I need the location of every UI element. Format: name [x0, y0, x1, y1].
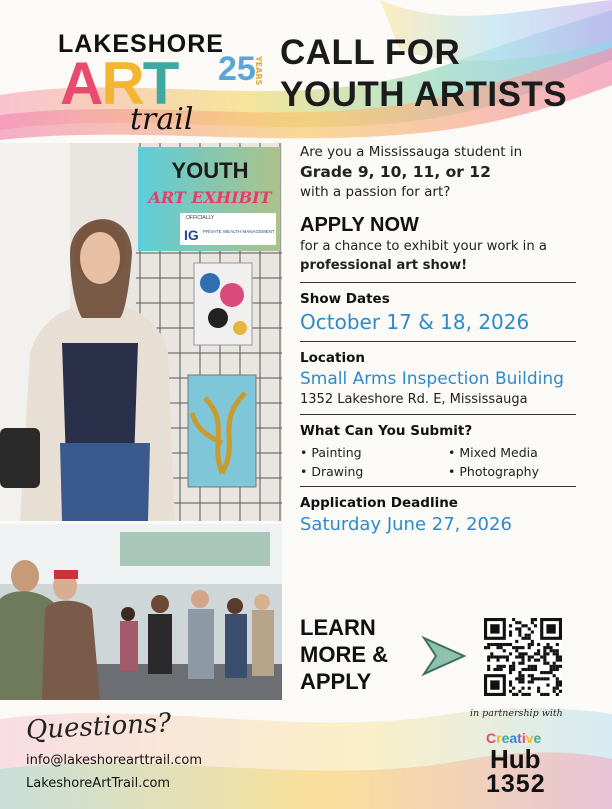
qr-module [496, 655, 499, 658]
qr-module [556, 643, 559, 646]
qr-module [496, 643, 499, 646]
qr-module [556, 684, 559, 687]
qr-module [540, 693, 543, 696]
logo-art-letter: A [60, 50, 102, 117]
logo-art-letter: T [142, 50, 178, 117]
qr-module [534, 668, 537, 671]
qr-module [559, 665, 562, 668]
contact-email[interactable]: info@lakeshorearttrail.com [26, 753, 202, 768]
hub-creative-letter: v [525, 730, 534, 746]
qr-module [525, 634, 528, 637]
qr-module [553, 652, 556, 655]
logo-years: YEARS [254, 56, 263, 86]
qr-module [506, 659, 509, 662]
qr-module [496, 659, 499, 662]
submit-title: What Can You Submit? [300, 423, 473, 439]
logo-wordmark: LAKESHORE [58, 30, 224, 58]
qr-module [512, 665, 515, 668]
qr-module [534, 677, 537, 680]
qr-module [531, 640, 534, 643]
qr-module [556, 687, 559, 690]
qr-module [537, 677, 540, 680]
photo-art-show-crowd-illustration [0, 524, 282, 700]
qr-module [559, 655, 562, 658]
qr-module [521, 659, 524, 662]
qr-module [515, 655, 518, 658]
intro-line-3: with a passion for art? [300, 184, 451, 200]
qr-module [553, 690, 556, 693]
show-dates-value: October 17 & 18, 2026 [300, 310, 530, 334]
qr-module [525, 624, 528, 627]
intro-grades: Grade 9, 10, 11, or 12 [300, 163, 491, 181]
qr-module [509, 630, 512, 633]
qr-module [515, 621, 518, 624]
qr-module [500, 668, 503, 671]
learn-line-1: LEARN [300, 615, 376, 640]
qr-module [496, 668, 499, 671]
qr-module [534, 665, 537, 668]
qr-module [521, 624, 524, 627]
qr-module [518, 680, 521, 683]
photo-youth-artist-illustration [0, 143, 282, 521]
qr-module [518, 652, 521, 655]
qr-module [518, 677, 521, 680]
qr-module [518, 627, 521, 630]
qr-module [543, 659, 546, 662]
qr-module [556, 655, 559, 658]
qr-module [528, 659, 531, 662]
content-column [300, 143, 580, 535]
qr-module [515, 640, 518, 643]
qr-module [487, 655, 490, 658]
qr-module [553, 662, 556, 665]
hub-creative-letter: e [533, 730, 542, 746]
qr-module [506, 655, 509, 658]
chevron-right-icon [420, 634, 468, 678]
qr-module [496, 665, 499, 668]
qr-module [531, 643, 534, 646]
qr-module [559, 659, 562, 662]
qr-module [528, 655, 531, 658]
qr-module [500, 643, 503, 646]
qr-module [490, 652, 493, 655]
qr-module [543, 655, 546, 658]
qr-module [531, 630, 534, 633]
divider [300, 341, 576, 342]
qr-module [543, 652, 546, 655]
qr-module [525, 668, 528, 671]
qr-module [540, 655, 543, 658]
lakeshore-art-trail-logo [58, 30, 268, 137]
qr-module [531, 618, 534, 621]
headline-line-1: CALL FOR [280, 33, 461, 72]
qr-module [484, 646, 487, 649]
qr-module [543, 671, 546, 674]
submit-item: • Mixed Media [448, 445, 578, 460]
logo-anniversary: 25 [218, 50, 256, 88]
qr-module [521, 687, 524, 690]
intro-line-1: Are you a Mississauga student in [300, 144, 523, 160]
qr-module [515, 677, 518, 680]
qr-module [487, 643, 490, 646]
qr-module [550, 649, 553, 652]
qr-module [528, 674, 531, 677]
qr-module [487, 665, 490, 668]
submit-item: • Painting [300, 445, 448, 460]
sign-youth-text: YOUTH [171, 158, 249, 183]
qr-module [528, 643, 531, 646]
qr-module [506, 643, 509, 646]
qr-module [550, 646, 553, 649]
qr-module [556, 693, 559, 696]
headline [280, 32, 567, 116]
qr-module [559, 690, 562, 693]
qr-module [512, 693, 515, 696]
qr-module [553, 665, 556, 668]
qr-module [543, 677, 546, 680]
divider [300, 414, 576, 415]
hub-creative-letter: a [509, 730, 518, 746]
qr-module [521, 662, 524, 665]
qr-module [521, 655, 524, 658]
qr-module [528, 665, 531, 668]
qr-module [521, 668, 524, 671]
qr-module [509, 680, 512, 683]
qr-module [500, 665, 503, 668]
partnership-text: in partnership with [470, 708, 563, 719]
divider [300, 282, 576, 283]
qr-module [518, 674, 521, 677]
qr-module [521, 652, 524, 655]
qr-module [556, 649, 559, 652]
qr-module [521, 674, 524, 677]
qr-module [528, 668, 531, 671]
qr-module [531, 665, 534, 668]
qr-module [493, 655, 496, 658]
qr-module [556, 668, 559, 671]
questions-heading: Questions? [25, 708, 172, 746]
hub-creative-letter: C [486, 730, 497, 746]
hub-word: Hub [490, 744, 541, 774]
qr-module [521, 677, 524, 680]
qr-module [534, 624, 537, 627]
qr-module [531, 668, 534, 671]
qr-module [537, 652, 540, 655]
photo-youth-artist [0, 143, 282, 521]
qr-module [509, 652, 512, 655]
qr-module [487, 659, 490, 662]
photo-art-show-crowd [0, 524, 282, 700]
qr-module [553, 674, 556, 677]
qr-module [525, 652, 528, 655]
qr-module [556, 665, 559, 668]
location-title: Location [300, 350, 365, 366]
qr-module [559, 684, 562, 687]
hub-creative-letter: e [501, 730, 510, 746]
qr-module [521, 646, 524, 649]
qr-module [509, 684, 512, 687]
qr-module [490, 655, 493, 658]
qr-module [515, 627, 518, 630]
qr-module [534, 618, 537, 621]
qr-module [553, 668, 556, 671]
qr-module [537, 687, 540, 690]
qr-module [509, 671, 512, 674]
qr-module [543, 662, 546, 665]
qr-module [528, 680, 531, 683]
qr-module [537, 643, 540, 646]
qr-code-icon[interactable] [484, 618, 562, 696]
qr-module [500, 655, 503, 658]
qr-module [528, 637, 531, 640]
qr-finder [490, 680, 499, 689]
apply-sub-line-1: for a chance to exhibit your work in a [300, 239, 547, 254]
intro-text [300, 143, 580, 202]
qr-module [487, 668, 490, 671]
qr-module [556, 659, 559, 662]
location-address: 1352 Lakeshore Rd. E, Mississauga [300, 392, 528, 407]
qr-module [518, 655, 521, 658]
qr-module [537, 659, 540, 662]
hub-creative-letter: i [521, 730, 526, 746]
qr-module [546, 643, 549, 646]
qr-module [546, 684, 549, 687]
logo-trail: trail [130, 102, 194, 137]
hub-number: 1352 [486, 770, 546, 798]
qr-module [546, 652, 549, 655]
qr-module [487, 646, 490, 649]
qr-module [546, 693, 549, 696]
apply-sub-line-2: professional art show! [300, 258, 468, 273]
qr-module [559, 680, 562, 683]
qr-module [534, 652, 537, 655]
submit-item: • Photography [448, 464, 578, 479]
qr-module [503, 665, 506, 668]
qr-module [528, 634, 531, 637]
sign-art-exhibit-text: ART EXHIBIT [148, 188, 272, 207]
qr-module [518, 662, 521, 665]
qr-module [493, 643, 496, 646]
qr-module [528, 646, 531, 649]
qr-module [528, 687, 531, 690]
sign-sponsor-name: PRIVATE WEALTH MANAGEMENT [203, 229, 275, 234]
qr-module [509, 668, 512, 671]
qr-module [515, 646, 518, 649]
qr-module [521, 637, 524, 640]
qr-module [553, 687, 556, 690]
qr-module [521, 680, 524, 683]
deadline-value: Saturday June 27, 2026 [300, 514, 512, 535]
qr-module [546, 677, 549, 680]
qr-module [518, 634, 521, 637]
hub-creative-letter: t [517, 730, 522, 746]
apply-now-title: APPLY NOW [300, 214, 419, 236]
qr-module [531, 655, 534, 658]
apply-subtext [300, 237, 580, 275]
qr-module [518, 646, 521, 649]
qr-module [531, 677, 534, 680]
qr-module [512, 687, 515, 690]
qr-module [537, 690, 540, 693]
qr-module [543, 693, 546, 696]
qr-module [503, 655, 506, 658]
qr-module [540, 677, 543, 680]
qr-module [553, 649, 556, 652]
qr-module [512, 618, 515, 621]
qr-module [534, 659, 537, 662]
qr-module [550, 671, 553, 674]
hub-creative-letter: r [496, 730, 502, 746]
qr-module [512, 662, 515, 665]
qr-module [550, 665, 553, 668]
deadline-title: Application Deadline [300, 495, 458, 511]
qr-module [515, 649, 518, 652]
qr-module [509, 690, 512, 693]
qr-module [493, 668, 496, 671]
qr-module [503, 643, 506, 646]
qr-module [550, 668, 553, 671]
qr-module [556, 680, 559, 683]
qr-module [518, 630, 521, 633]
qr-module [509, 643, 512, 646]
qr-module [521, 693, 524, 696]
qr-module [543, 649, 546, 652]
sign-sponsor-ig: IG [184, 227, 199, 243]
qr-module [531, 674, 534, 677]
divider [300, 486, 576, 487]
qr-module [531, 621, 534, 624]
qr-module [528, 693, 531, 696]
qr-module [512, 668, 515, 671]
qr-module [500, 646, 503, 649]
qr-module [528, 627, 531, 630]
qr-module [518, 690, 521, 693]
qr-module [503, 649, 506, 652]
qr-module [537, 649, 540, 652]
qr-module [512, 646, 515, 649]
qr-module [525, 637, 528, 640]
qr-module [490, 643, 493, 646]
website-link[interactable]: LakeshoreArtTrail.com [26, 776, 171, 791]
qr-module [540, 671, 543, 674]
qr-finder [546, 624, 555, 633]
sign-sponsor-tag: OFFICIALLY [186, 215, 215, 221]
qr-module [518, 621, 521, 624]
learn-line-3: APPLY [300, 669, 372, 694]
qr-module [546, 662, 549, 665]
qr-finder [490, 624, 499, 633]
show-dates-title: Show Dates [300, 291, 390, 307]
qr-module [518, 671, 521, 674]
qr-module [546, 646, 549, 649]
qr-module [546, 671, 549, 674]
headline-line-2: YOUTH ARTISTS [280, 75, 568, 114]
qr-module [515, 693, 518, 696]
submit-list [300, 445, 580, 479]
qr-module [509, 634, 512, 637]
qr-module [496, 646, 499, 649]
qr-module [556, 677, 559, 680]
submit-item: • Drawing [300, 464, 448, 479]
creative-hub-logo [486, 730, 576, 805]
location-venue: Small Arms Inspection Building [300, 369, 564, 389]
qr-module [543, 646, 546, 649]
learn-line-2: MORE & [300, 642, 388, 667]
qr-module [556, 652, 559, 655]
qr-module [525, 693, 528, 696]
logo-art-letter: R [101, 50, 143, 117]
learn-more-apply[interactable] [300, 614, 388, 695]
qr-module [531, 680, 534, 683]
qr-module [509, 665, 512, 668]
qr-module [509, 624, 512, 627]
